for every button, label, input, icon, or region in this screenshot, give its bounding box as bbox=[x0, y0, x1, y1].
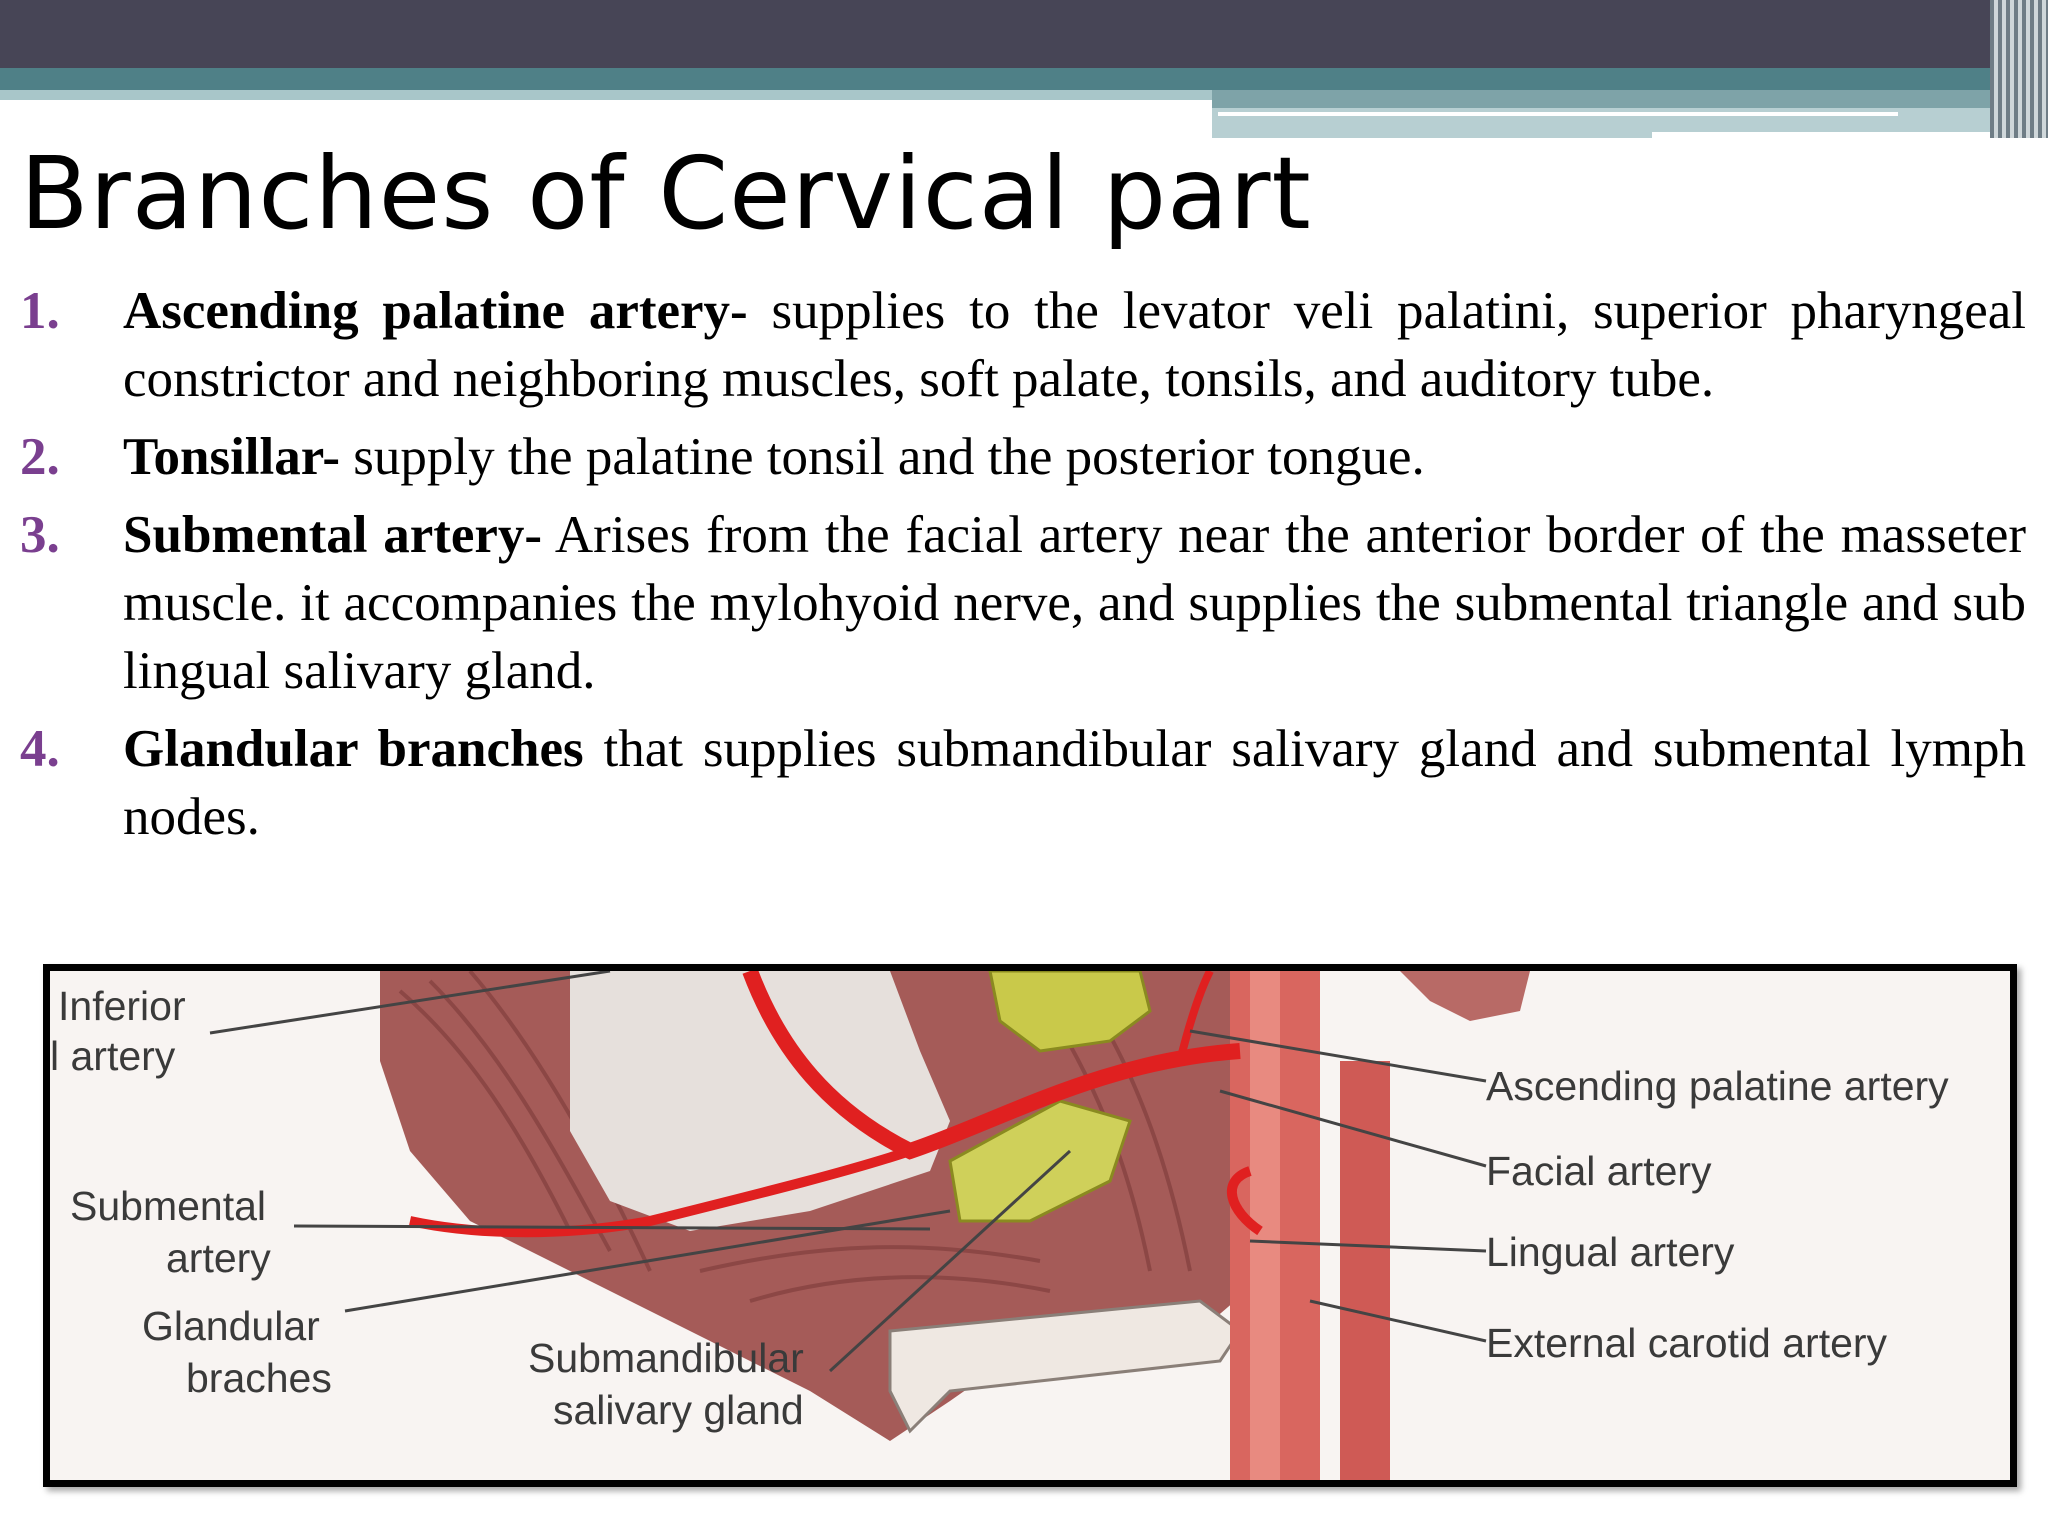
label-external-carotid-artery: External carotid artery bbox=[1486, 1320, 1888, 1366]
header-bar-dark bbox=[0, 0, 2048, 68]
anatomy-illustration bbox=[50, 971, 2010, 1480]
anatomy-figure bbox=[43, 964, 2017, 1487]
item-term: Tonsillar- bbox=[123, 428, 340, 486]
item-term: Submental artery- bbox=[123, 506, 543, 564]
header-accent-line bbox=[1652, 132, 2012, 138]
item-number: 2. bbox=[20, 428, 60, 486]
label-inferior: Inferior bbox=[58, 983, 186, 1029]
item-text: supply the palatine tonsil and the posterior tongue. bbox=[339, 428, 1425, 486]
item-text: that supplies submandibular salivary gland and submental lymph nodes. bbox=[123, 720, 2027, 846]
item-term: Ascending palatine artery- bbox=[123, 282, 748, 340]
label-facial-artery: Facial artery bbox=[1486, 1148, 1712, 1194]
label-submandibular-gland: salivary gland bbox=[553, 1387, 804, 1433]
label-glandular-branches: Glandular bbox=[142, 1303, 320, 1349]
header-strip-right-upper bbox=[1212, 90, 2012, 108]
item-text: supplies to the levator veli palatini, superior pharyngeal constrictor and neighboring muscles, soft palate, tonsils, and auditory tube. bbox=[123, 282, 2026, 408]
label-lingual-artery: Lingual artery bbox=[1486, 1229, 1735, 1275]
item-number: 4. bbox=[20, 720, 60, 778]
list-item bbox=[20, 501, 2026, 705]
header-right-stripes bbox=[1990, 0, 2048, 138]
item-text: Arises from the facial artery near the anterior border of the masseter muscle. it accompanies the mylohyoid nerve, and supplies the submental triangle and sub lingual salivary gland. bbox=[123, 506, 2026, 700]
header-strip-light bbox=[0, 90, 1212, 100]
label-ascending-palatine-artery: Ascending palatine artery bbox=[1486, 1063, 1949, 1109]
list-item bbox=[20, 423, 2026, 491]
label-submental-artery: Submental bbox=[70, 1183, 267, 1229]
header-accent-line bbox=[1218, 112, 1898, 116]
label-submental-artery: artery bbox=[166, 1235, 271, 1281]
label-glandular-branches: braches bbox=[186, 1355, 332, 1401]
item-term: Glandular branches bbox=[123, 720, 584, 778]
list-item bbox=[20, 277, 2026, 413]
item-number: 3. bbox=[20, 506, 60, 564]
label-submandibular-gland: Submandibular bbox=[528, 1335, 804, 1381]
header-bar-teal bbox=[0, 68, 2048, 90]
slide-title: Branches of Cervical part bbox=[20, 135, 1312, 252]
item-number: 1. bbox=[20, 282, 60, 340]
list-item bbox=[20, 715, 2026, 851]
branch-list bbox=[20, 277, 2026, 861]
label-inferior: l artery bbox=[50, 1033, 176, 1079]
